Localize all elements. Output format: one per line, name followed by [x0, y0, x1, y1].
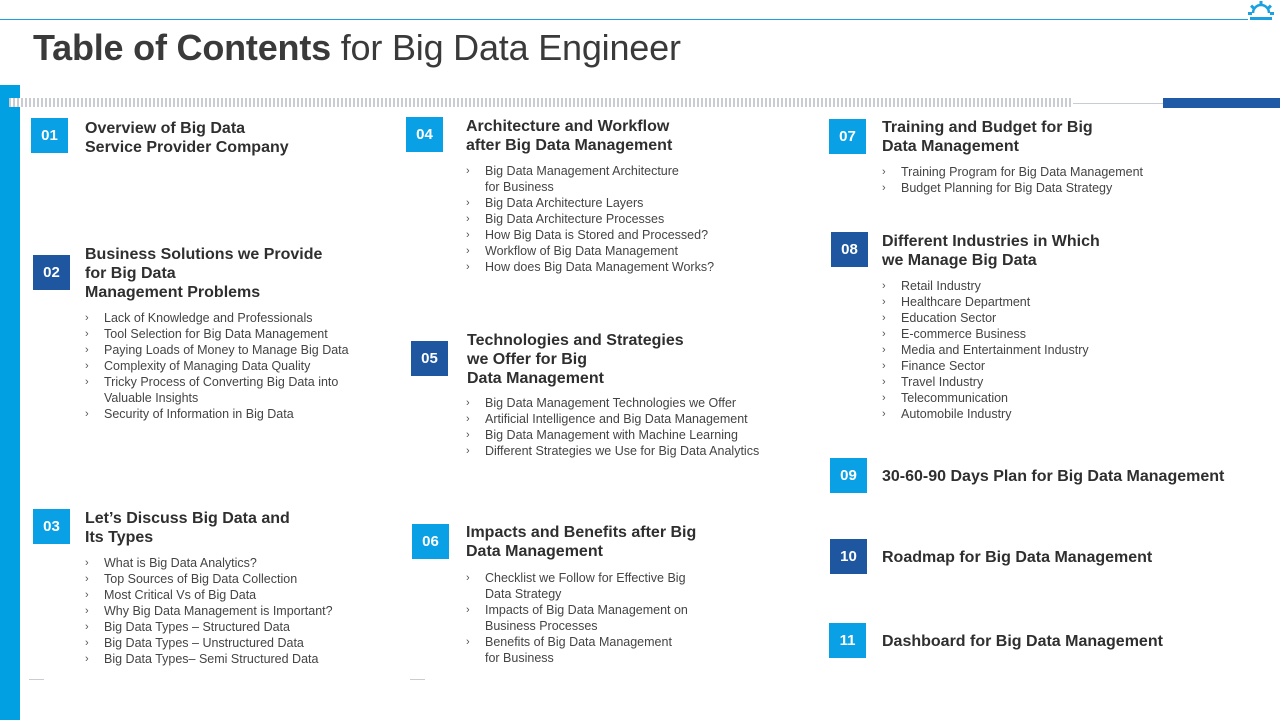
bullet-text: Education Sector — [901, 311, 997, 325]
bullet-item — [466, 211, 714, 227]
page-title-bold: Table of Contents — [33, 27, 331, 68]
section-bullet-list — [882, 278, 1089, 422]
section-title: Architecture and Workflow after Big Data Management — [466, 118, 673, 154]
bullet-text: Paying Loads of Money to Manage Big Data — [104, 343, 349, 357]
bullet-item — [85, 555, 333, 571]
bullet-item — [85, 587, 333, 603]
bullet-text: Benefits of Big Data Management for Business — [485, 635, 672, 665]
toc-section-04[interactable] — [406, 117, 786, 277]
bullet-text: Impacts of Big Data Management on Business Processes — [485, 603, 688, 633]
chevron-right-icon: › — [85, 637, 89, 649]
toc-section-10[interactable] — [830, 539, 1250, 574]
section-title: Let’s Discuss Big Data and Its Types — [85, 510, 290, 546]
bullet-item — [85, 651, 333, 667]
chevron-right-icon: › — [85, 328, 89, 340]
bullet-item — [85, 342, 349, 358]
section-title: 30-60-90 Days Plan for Big Data Management — [882, 468, 1225, 485]
bullet-item — [882, 390, 1089, 406]
bullet-item — [466, 634, 688, 666]
chevron-right-icon: › — [466, 245, 470, 257]
bullet-item — [882, 310, 1089, 326]
section-bullet-list — [466, 163, 714, 275]
chevron-right-icon: › — [85, 605, 89, 617]
chevron-right-icon: › — [466, 397, 470, 409]
bullet-item — [882, 294, 1089, 310]
section-number-badge: 02 — [33, 255, 70, 290]
toc-section-07[interactable] — [829, 118, 1209, 203]
bullet-text: Big Data Types – Unstructured Data — [104, 636, 304, 650]
bullet-text: Healthcare Department — [901, 295, 1031, 309]
toc-section-06[interactable] — [412, 523, 792, 668]
bullet-text: Complexity of Managing Data Quality — [104, 359, 311, 373]
section-bullet-list — [882, 164, 1143, 196]
section-number-badge: 01 — [31, 118, 68, 153]
bullet-text: Training Program for Big Data Management — [901, 165, 1144, 179]
section-bullet-list — [466, 395, 759, 459]
bullet-item — [85, 358, 349, 374]
bullet-text: Different Strategies we Use for Big Data Analytics — [485, 444, 760, 458]
left-accent-bar — [0, 85, 20, 720]
bullet-text: Telecommunication — [901, 391, 1008, 405]
chevron-right-icon: › — [466, 213, 470, 225]
chevron-right-icon: › — [882, 280, 886, 292]
section-number-badge: 05 — [411, 341, 448, 376]
bullet-text: Tricky Process of Converting Big Data into Valuable Insights — [104, 375, 339, 405]
bullet-text: Security of Information in Big Data — [104, 407, 294, 421]
section-number-badge: 10 — [830, 539, 867, 574]
chevron-right-icon: › — [466, 165, 470, 177]
section-title: Different Industries in Which we Manage Big Data — [882, 233, 1100, 269]
section-bullet-list — [85, 310, 349, 422]
chevron-right-icon: › — [85, 360, 89, 372]
section-title: Training and Budget for Big Data Management — [882, 119, 1093, 155]
chevron-right-icon: › — [85, 573, 89, 585]
bullet-item — [85, 603, 333, 619]
section-title: Technologies and Strategies we Offer for Big Data Management — [467, 332, 684, 387]
divider-rule — [1073, 103, 1163, 104]
bullet-item — [882, 326, 1089, 342]
top-rule — [0, 19, 1248, 20]
section-title: Roadmap for Big Data Management — [882, 549, 1153, 566]
bullet-item — [882, 164, 1143, 180]
bullet-text: Budget Planning for Big Data Strategy — [901, 181, 1113, 195]
bullet-item — [466, 227, 714, 243]
section-bullet-list — [466, 570, 688, 666]
section-number-badge: 06 — [412, 524, 449, 559]
section-number-badge: 11 — [829, 623, 866, 658]
bullet-item — [85, 635, 333, 651]
bullet-item — [85, 310, 349, 326]
chevron-right-icon: › — [882, 376, 886, 388]
bullet-text: Most Critical Vs of Big Data — [104, 588, 257, 602]
section-title: Impacts and Benefits after Big Data Management — [466, 524, 697, 560]
section-number-badge: 03 — [33, 509, 70, 544]
bullet-text: How does Big Data Management Works? — [485, 260, 715, 274]
chevron-right-icon: › — [85, 376, 89, 388]
toc-section-05[interactable] — [411, 330, 801, 465]
bullet-item — [466, 163, 714, 195]
chevron-right-icon: › — [466, 413, 470, 425]
bullet-text: Big Data Types– Semi Structured Data — [104, 652, 319, 666]
chevron-right-icon: › — [882, 344, 886, 356]
bullet-item — [466, 570, 688, 602]
bullet-text: Media and Entertainment Industry — [901, 343, 1089, 357]
section-number-badge: 04 — [406, 117, 443, 152]
chevron-right-icon: › — [85, 621, 89, 633]
bullet-text: Big Data Architecture Layers — [485, 196, 644, 210]
page-title-rest: for Big Data Engineer — [330, 27, 681, 68]
page-title — [33, 26, 681, 70]
chevron-right-icon: › — [882, 166, 886, 178]
gear-icon — [1248, 0, 1274, 22]
chevron-right-icon: › — [466, 229, 470, 241]
striped-divider — [9, 98, 1073, 107]
bullet-item — [466, 427, 759, 443]
bullet-item — [882, 406, 1089, 422]
bullet-item — [85, 374, 349, 406]
bullet-item — [882, 358, 1089, 374]
toc-section-02[interactable] — [33, 244, 383, 429]
bullet-text: Travel Industry — [901, 375, 984, 389]
bullet-text: Lack of Knowledge and Professionals — [104, 311, 313, 325]
bullet-item — [882, 374, 1089, 390]
chevron-right-icon: › — [882, 408, 886, 420]
toc-section-09[interactable] — [830, 458, 1250, 493]
footer-tick — [29, 679, 44, 680]
chevron-right-icon: › — [466, 636, 470, 648]
bullet-text: Tool Selection for Big Data Management — [104, 327, 328, 341]
bullet-item — [882, 180, 1143, 196]
bullet-text: Big Data Management Architecture for Business — [485, 164, 679, 194]
section-title: Overview of Big Data Service Provider Company — [85, 120, 289, 156]
bullet-item — [85, 326, 349, 342]
chevron-right-icon: › — [466, 445, 470, 457]
chevron-right-icon: › — [85, 653, 89, 665]
toc-section-01[interactable] — [31, 118, 371, 178]
bullet-text: Top Sources of Big Data Collection — [104, 572, 298, 586]
chevron-right-icon: › — [85, 344, 89, 356]
bullet-item — [85, 406, 349, 422]
footer-tick — [410, 679, 425, 680]
chevron-right-icon: › — [882, 296, 886, 308]
bullet-text: Big Data Management Technologies we Offer — [485, 396, 737, 410]
bullet-item — [466, 259, 714, 275]
bullet-item — [466, 243, 714, 259]
bullet-item — [85, 619, 333, 635]
chevron-right-icon: › — [466, 429, 470, 441]
divider-accent-block — [1163, 98, 1280, 108]
chevron-right-icon: › — [882, 360, 886, 372]
section-title: Dashboard for Big Data Management — [882, 633, 1163, 650]
bullet-text: Artificial Intelligence and Big Data Management — [485, 412, 748, 426]
bullet-item — [466, 411, 759, 427]
bullet-text: Big Data Architecture Processes — [485, 212, 665, 226]
chevron-right-icon: › — [882, 392, 886, 404]
bullet-text: Retail Industry — [901, 279, 981, 293]
section-number-badge: 09 — [830, 458, 867, 493]
section-number-badge: 08 — [831, 232, 868, 267]
bullet-text: Why Big Data Management is Important? — [104, 604, 333, 618]
section-number-badge: 07 — [829, 119, 866, 154]
bullet-text: Finance Sector — [901, 359, 986, 373]
chevron-right-icon: › — [466, 261, 470, 273]
chevron-right-icon: › — [85, 312, 89, 324]
bullet-item — [466, 195, 714, 211]
bullet-item — [466, 602, 688, 634]
chevron-right-icon: › — [85, 589, 89, 601]
bullet-text: Big Data Types – Structured Data — [104, 620, 290, 634]
toc-section-08[interactable] — [831, 232, 1191, 427]
bullet-text: What is Big Data Analytics? — [104, 556, 257, 570]
bullet-text: Automobile Industry — [901, 407, 1012, 421]
chevron-right-icon: › — [466, 572, 470, 584]
bullet-text: Workflow of Big Data Management — [485, 244, 678, 258]
bullet-item — [466, 443, 759, 459]
bullet-item — [882, 342, 1089, 358]
section-bullet-list — [85, 555, 333, 667]
bullet-item — [85, 571, 333, 587]
toc-section-11[interactable] — [829, 623, 1249, 658]
chevron-right-icon: › — [882, 182, 886, 194]
bullet-text: E-commerce Business — [901, 327, 1027, 341]
chevron-right-icon: › — [466, 604, 470, 616]
bullet-text: Checklist we Follow for Effective Big Data Strategy — [485, 571, 686, 601]
bullet-text: Big Data Management with Machine Learning — [485, 428, 738, 442]
bullet-text: How Big Data is Stored and Processed? — [485, 228, 709, 242]
toc-section-03[interactable] — [33, 509, 383, 669]
bullet-item — [466, 395, 759, 411]
chevron-right-icon: › — [882, 328, 886, 340]
chevron-right-icon: › — [882, 312, 886, 324]
section-title: Business Solutions we Provide for Big Data Management Problems — [85, 246, 323, 301]
chevron-right-icon: › — [85, 557, 89, 569]
chevron-right-icon: › — [466, 197, 470, 209]
chevron-right-icon: › — [85, 408, 89, 420]
bullet-item — [882, 278, 1089, 294]
